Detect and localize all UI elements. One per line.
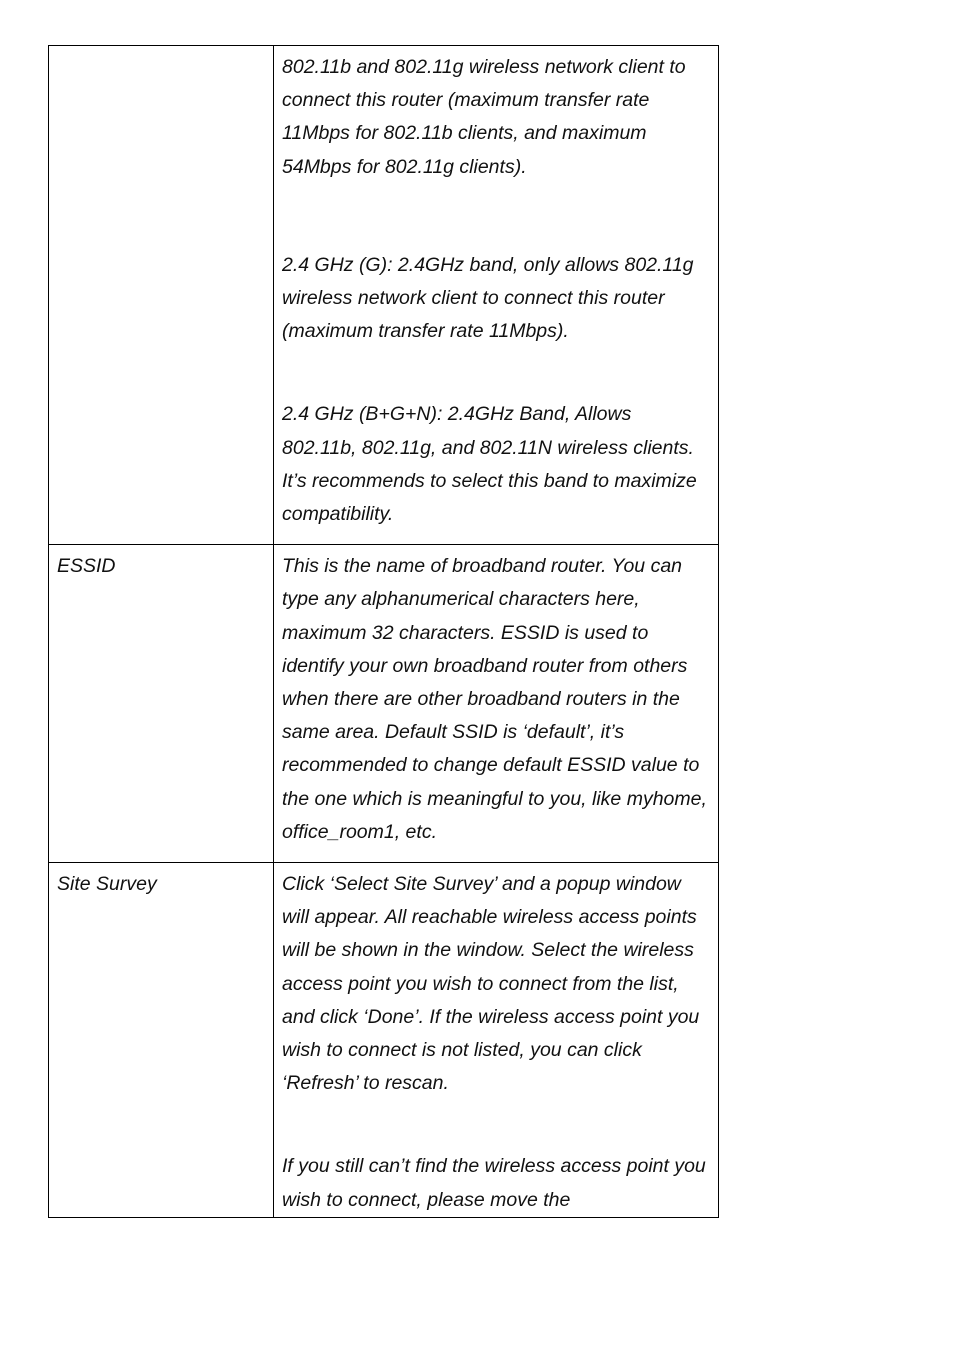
description-paragraph: If you still can’t find the wireless access point you wish to connect, please move the <box>282 1155 706 1211</box>
settings-description-table <box>48 45 719 1218</box>
table-row <box>49 46 719 545</box>
term-cell: Site Survey <box>49 863 274 1218</box>
description-cell <box>274 545 719 863</box>
term-cell: ESSID <box>49 545 274 863</box>
description-paragraph: 2.4 GHz (B+G+N): 2.4GHz Band, Allows 802.11b, 802.11g, and 802.11N wireless clients. It’s recommends to select this band to maximize compatibility. <box>282 403 697 526</box>
description-paragraph: 802.11b and 802.11g wireless network client to connect this router (maximum transfer rate 11Mbps for 802.11b clients, and maximum 54Mbps for 802.11g clients). <box>282 56 686 178</box>
description-cell <box>274 863 719 1218</box>
description-paragraph: Click ‘Select Site Survey’ and a popup window will appear. All reachable wireless access points will be shown in the window. Select the wireless access point you wish to connect from the list, and click ‘Done’. If the wireless access point you wish to connect is not listed, you can click ‘Refresh’ to rescan. <box>282 873 700 1095</box>
description-paragraph: This is the name of broadband router. You can type any alphanumerical characters here, maximum 32 characters. ESSID is used to identify your own broadband router from others when there are other broadband routers in the same area. Default SSID is ‘default’, it’s recommended to change default ESSID value to the one which is meaningful to you, like myhome, office_room1, etc. <box>282 555 707 843</box>
term-cell <box>49 46 274 545</box>
table-row <box>49 863 719 1218</box>
table-row <box>49 545 719 863</box>
description-cell <box>274 46 719 545</box>
description-paragraph: 2.4 GHz (G): 2.4GHz band, only allows 802.11g wireless network client to connect this router (maximum transfer rate 11Mbps). <box>282 253 694 343</box>
